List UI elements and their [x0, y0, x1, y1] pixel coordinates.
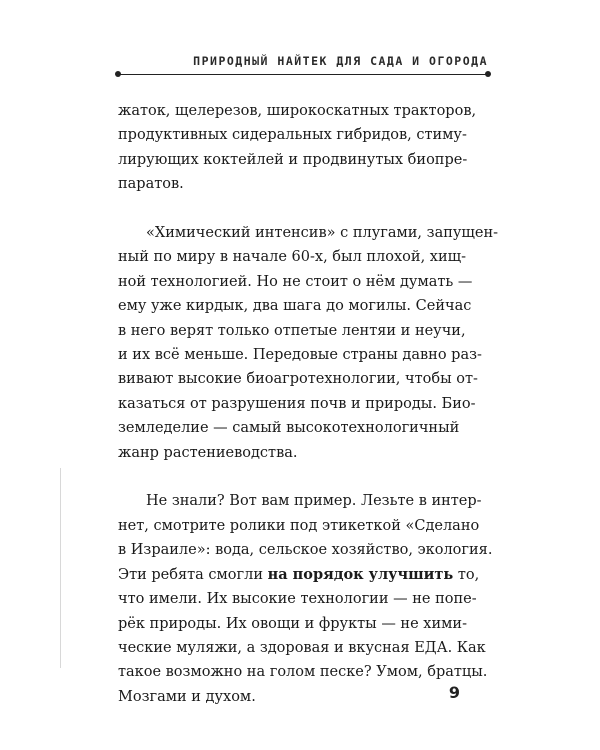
text-line: лирующих коктейлей и продвинутых биопре- — [118, 151, 468, 168]
text-line: паратов. — [118, 176, 184, 193]
text-line: казаться от разрушения почв и природы. Био- — [118, 395, 476, 412]
bold-emphasis: на порядок улучшить — [267, 565, 454, 583]
text-line: такое возможно на голом песке? Умом, братцы. — [118, 664, 488, 681]
text-run: то, — [453, 566, 480, 583]
text-line: продуктивных сидеральных гибридов, стиму- — [118, 127, 467, 144]
text-line: ческие муляжи, а здоровая и вкусная ЕДА. Как — [118, 639, 486, 656]
page-edge-shadow — [60, 468, 61, 668]
body-text — [118, 99, 499, 709]
text-line: и их всё меньше. Передовые страны давно раз- — [118, 347, 482, 364]
text-line: жаток, щелерезов, широкоскатных тракторов, — [118, 103, 477, 119]
text-line: Мозгами и духом. — [118, 688, 256, 705]
header-rule — [118, 74, 488, 75]
running-header-title: ПРИРОДНЫЙ НАЙТЕК ДЛЯ САДА И ОГОРОДА — [193, 54, 488, 68]
text-line: в Израиле»: вода, сельское хозяйство, экология. — [118, 542, 493, 559]
text-line: «Химический интенсив» с плугами, запущен- — [146, 225, 499, 242]
text-line: ной технологией. Но не стоит о нём думать — — [118, 273, 473, 290]
text-line-with-emphasis — [118, 563, 480, 587]
text-line: рёк природы. Их овощи и фрукты — не хими- — [118, 615, 467, 632]
text-line: в него верят только отпетые лентяи и неучи, — [118, 322, 466, 339]
paragraph-3 — [118, 489, 493, 709]
running-header — [118, 54, 488, 68]
text-line: вивают высокие биоагротехнологии, чтобы от- — [118, 371, 478, 388]
page-number: 9 — [448, 683, 460, 702]
text-line: ный по миру в начале 60-х, был плохой, хищ- — [118, 249, 467, 266]
text-line: нет, смотрите ролики под этикеткой «Сделано — [118, 517, 480, 534]
text-line: ему уже кирдык, два шага до могилы. Сейчас — [118, 298, 472, 315]
paragraph-gap — [118, 465, 458, 489]
text-line: земледелие — самый высокотехнологичный — [118, 420, 460, 437]
paragraph-1 — [118, 99, 477, 197]
text-line: что имели. Их высокие технологии — не попе- — [118, 591, 477, 608]
text-line: Не знали? Вот вам пример. Лезьте в интер- — [146, 493, 482, 510]
text-line: жанр растениеводства. — [118, 444, 298, 461]
paragraph-2 — [118, 221, 499, 465]
text-run: Эти ребята смогли — [118, 566, 268, 583]
paragraph-gap — [118, 197, 458, 221]
